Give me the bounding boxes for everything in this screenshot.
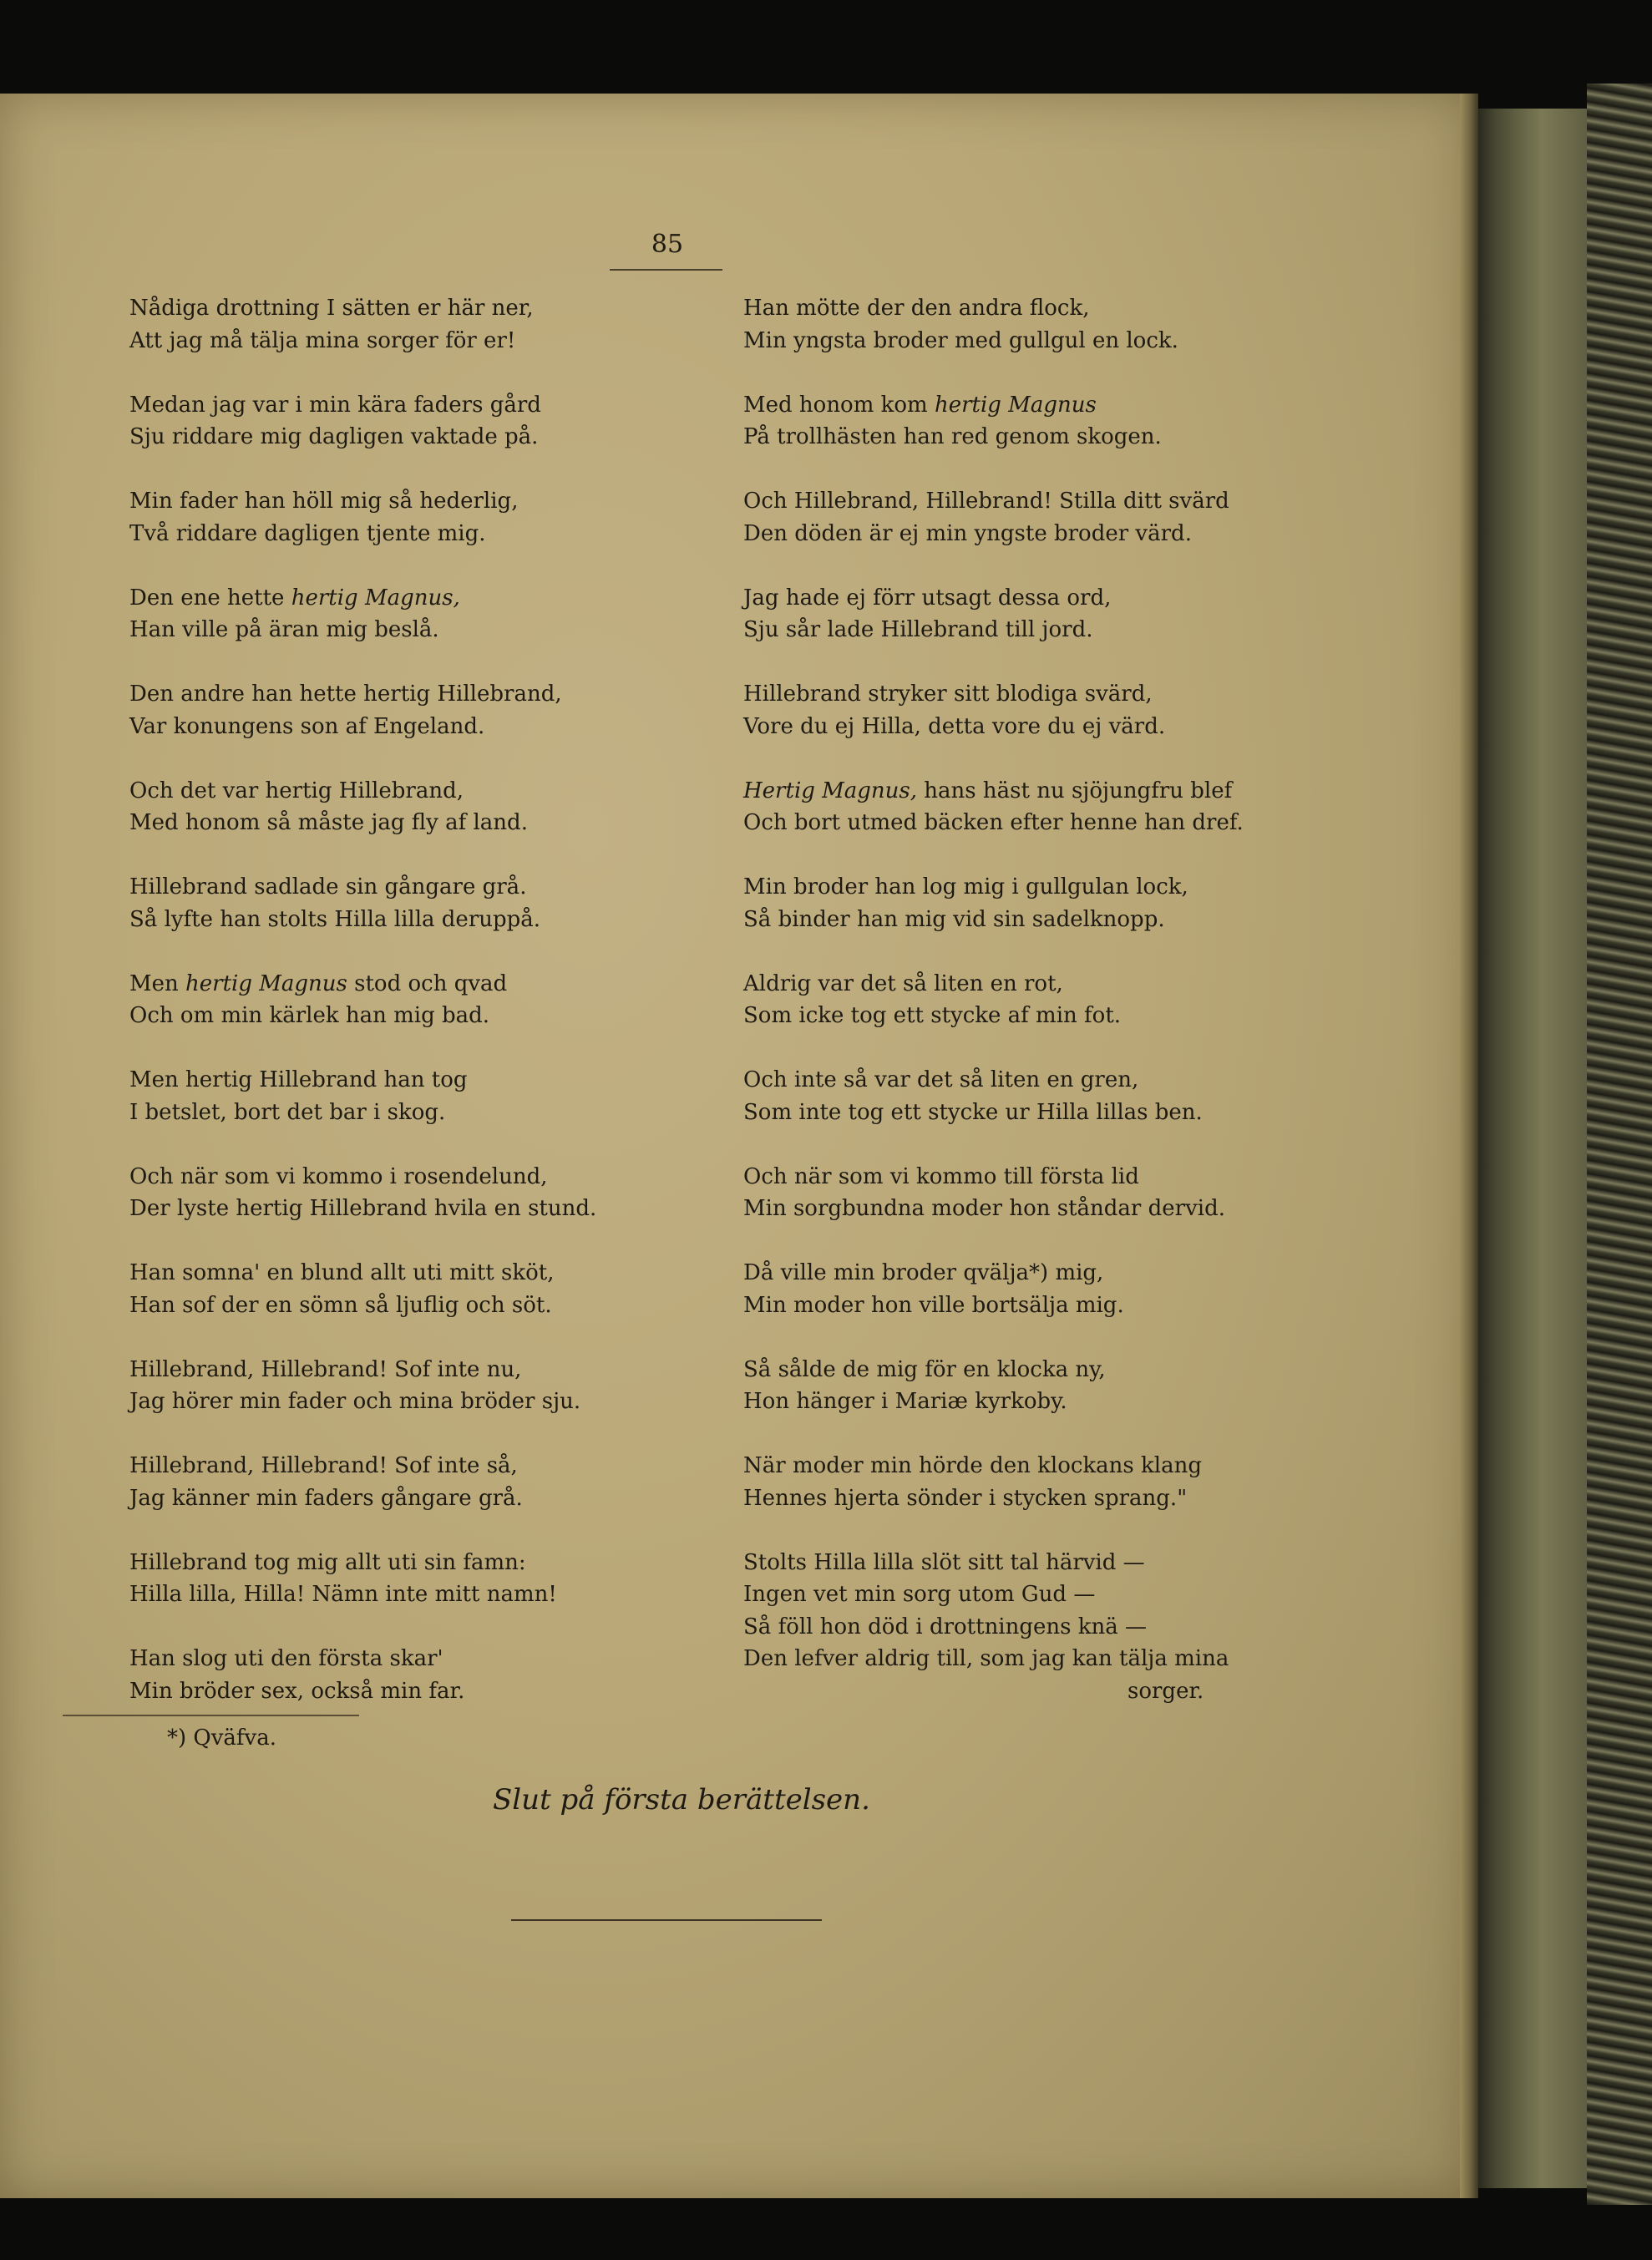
verse-line: Så sålde de mig för en klocka ny,: [743, 1356, 1106, 1382]
stanza: [129, 871, 714, 935]
verse-line: Min fader han höll mig så hederlig,: [129, 489, 519, 514]
verse-line: Han slog uti den första skar': [129, 1646, 443, 1671]
verse-line: Den döden är ej min yngste broder värd.: [743, 520, 1192, 546]
verse-line: Han somna' en blund allt uti mitt sköt,: [129, 1260, 555, 1285]
verse-line: Så lyfte han stolts Hilla lilla deruppå.: [129, 906, 541, 932]
verse-line: Att jag må tälja mina sorger för er!: [129, 327, 516, 353]
stanza: [129, 1257, 714, 1321]
verse-line: Så binder han mig vid sin sadelknopp.: [743, 906, 1165, 932]
verse-line: Vore du ej Hilla, detta vore du ej värd.: [743, 713, 1166, 739]
stanza: [129, 1064, 714, 1128]
stanza: [129, 582, 714, 646]
end-rule: [511, 1919, 822, 1921]
verse-line: På trollhästen han red genom skogen.: [743, 424, 1162, 449]
verse-line: Och inte så var det så liten en gren,: [743, 1067, 1139, 1092]
page-number-rule: [610, 269, 722, 271]
verse-line: Med honom så måste jag fly af land.: [129, 810, 528, 835]
stanza: [743, 292, 1328, 357]
page-number: 85: [651, 230, 684, 259]
verse-line: I betslet, bort det bar i skog.: [129, 1099, 446, 1125]
verse-line: Medan jag var i min kära faders gård: [129, 392, 541, 418]
verse-line: Men hertig Hillebrand han tog: [129, 1067, 468, 1092]
verse-line: Och bort utmed bäcken efter henne han dref.: [743, 810, 1244, 835]
stanza: [743, 678, 1328, 742]
end-note: Slut på första berättelsen.: [493, 1783, 870, 1817]
stanza: [129, 1547, 714, 1611]
verse-line: Och om min kärlek han mig bad.: [129, 1003, 490, 1028]
verse-line: Hertig Magnus, hans häst nu sjöjungfru blef: [743, 778, 1233, 803]
verse-line: Han ville på äran mig beslå.: [129, 617, 439, 642]
verse-line: Den andre han hette hertig Hillebrand,: [129, 682, 562, 707]
stanza: [743, 582, 1328, 646]
verse-line: Men hertig Magnus stod och qvad: [129, 970, 508, 996]
stanza: [129, 678, 714, 742]
verse-line: Och när som vi kommo till första lid: [743, 1163, 1139, 1189]
stanza: [743, 1064, 1328, 1128]
verse-line: Så föll hon död i drottningens knä —: [743, 1614, 1148, 1639]
stanza: [743, 1257, 1328, 1321]
verse-line: Min bröder sex, också min far.: [129, 1678, 465, 1704]
verse-line: Sju riddare mig dagligen vaktade på.: [129, 424, 539, 449]
verse-line: Han sof der en sömn så ljuflig och söt.: [129, 1292, 552, 1318]
stanza: [743, 389, 1328, 454]
stanza: [743, 1354, 1328, 1418]
verse-line: Med honom kom hertig Magnus: [743, 392, 1097, 418]
verse-line: Jag hörer min fader och mina bröder sju.: [129, 1389, 581, 1414]
book-cover-edge: [1587, 84, 1652, 2205]
stanza: [743, 871, 1328, 935]
verse-line: Den lefver aldrig till, som jag kan tälja mina: [743, 1646, 1229, 1671]
verse-line: Stolts Hilla lilla slöt sitt tal härvid —: [743, 1549, 1145, 1575]
stanza: [743, 1161, 1328, 1225]
stanza: [129, 1450, 714, 1514]
verse-line: Hillebrand tog mig allt uti sin famn:: [129, 1549, 526, 1575]
stanza: [743, 775, 1328, 839]
stanza: [743, 1547, 1328, 1708]
verse-line: Ingen vet min sorg utom Gud —: [743, 1582, 1096, 1607]
verse-line: Nådiga drottning I sätten er här ner,: [129, 296, 534, 321]
verse-line: Den ene hette hertig Magnus,: [129, 585, 460, 611]
verse-line: Min yngsta broder med gullgul en lock.: [743, 327, 1178, 353]
stanza: [129, 485, 714, 550]
verse-line: Min broder han log mig i gullgulan lock,: [743, 874, 1188, 899]
verse-line: Och det var hertig Hillebrand,: [129, 778, 464, 803]
verse-line: Hillebrand stryker sitt blodiga svärd,: [743, 682, 1153, 707]
verse-line: Då ville min broder qvälja*) mig,: [743, 1260, 1104, 1285]
verse-line: Var konungens son af Engeland.: [129, 713, 485, 739]
stanza: [743, 968, 1328, 1032]
verse-line: Hon hänger i Mariæ kyrkoby.: [743, 1389, 1067, 1414]
stanza: [129, 389, 714, 454]
stanza: [129, 1161, 714, 1225]
verse-line: Sju sår lade Hillebrand till jord.: [743, 617, 1093, 642]
stanza: [129, 968, 714, 1032]
footnote-rule: [63, 1715, 359, 1716]
stanza: [129, 1643, 714, 1707]
stanza: [129, 292, 714, 357]
verse-line: Jag hade ej förr utsagt dessa ord,: [743, 585, 1112, 611]
footnote: *) Qväfva.: [167, 1725, 276, 1751]
stanza: [743, 1450, 1328, 1514]
verse-line: Aldrig var det så liten en rot,: [743, 970, 1063, 996]
left-poem-column: [129, 292, 714, 1740]
verse-line: Hilla lilla, Hilla! Nämn inte mitt namn!: [129, 1582, 557, 1607]
right-poem-column: [743, 292, 1328, 1740]
verse-line: Han mötte der den andra flock,: [743, 296, 1090, 321]
verse-line: Som icke tog ett stycke af min fot.: [743, 1003, 1122, 1028]
verse-line: Hillebrand, Hillebrand! Sof inte så,: [129, 1453, 518, 1478]
verse-line: Hennes hjerta sönder i stycken sprang.": [743, 1485, 1188, 1511]
verse-line: Och Hillebrand, Hillebrand! Stilla ditt svärd: [743, 489, 1229, 514]
verse-line: Min moder hon ville bortsälja mig.: [743, 1292, 1124, 1318]
verse-line: Två riddare dagligen tjente mig.: [129, 520, 486, 546]
page-gutter: [1460, 94, 1478, 2198]
verse-line: Min sorgbundna moder hon ståndar dervid.: [743, 1196, 1225, 1221]
verse-line: När moder min hörde den klockans klang: [743, 1453, 1202, 1478]
stanza: [129, 775, 714, 839]
verse-line: Jag känner min faders gångare grå.: [129, 1485, 523, 1511]
stanza: [129, 1354, 714, 1418]
verse-line: Der lyste hertig Hillebrand hvila en stund.: [129, 1196, 597, 1221]
verse-line: Hillebrand, Hillebrand! Sof inte nu,: [129, 1356, 522, 1382]
verse-line: Som inte tog ett stycke ur Hilla lillas ben.: [743, 1099, 1203, 1125]
verse-line: Och när som vi kommo i rosendelund,: [129, 1163, 548, 1189]
stanza: [743, 485, 1328, 550]
verse-line: Hillebrand sadlade sin gångare grå.: [129, 874, 527, 899]
verse-line: sorger.: [1128, 1678, 1204, 1704]
